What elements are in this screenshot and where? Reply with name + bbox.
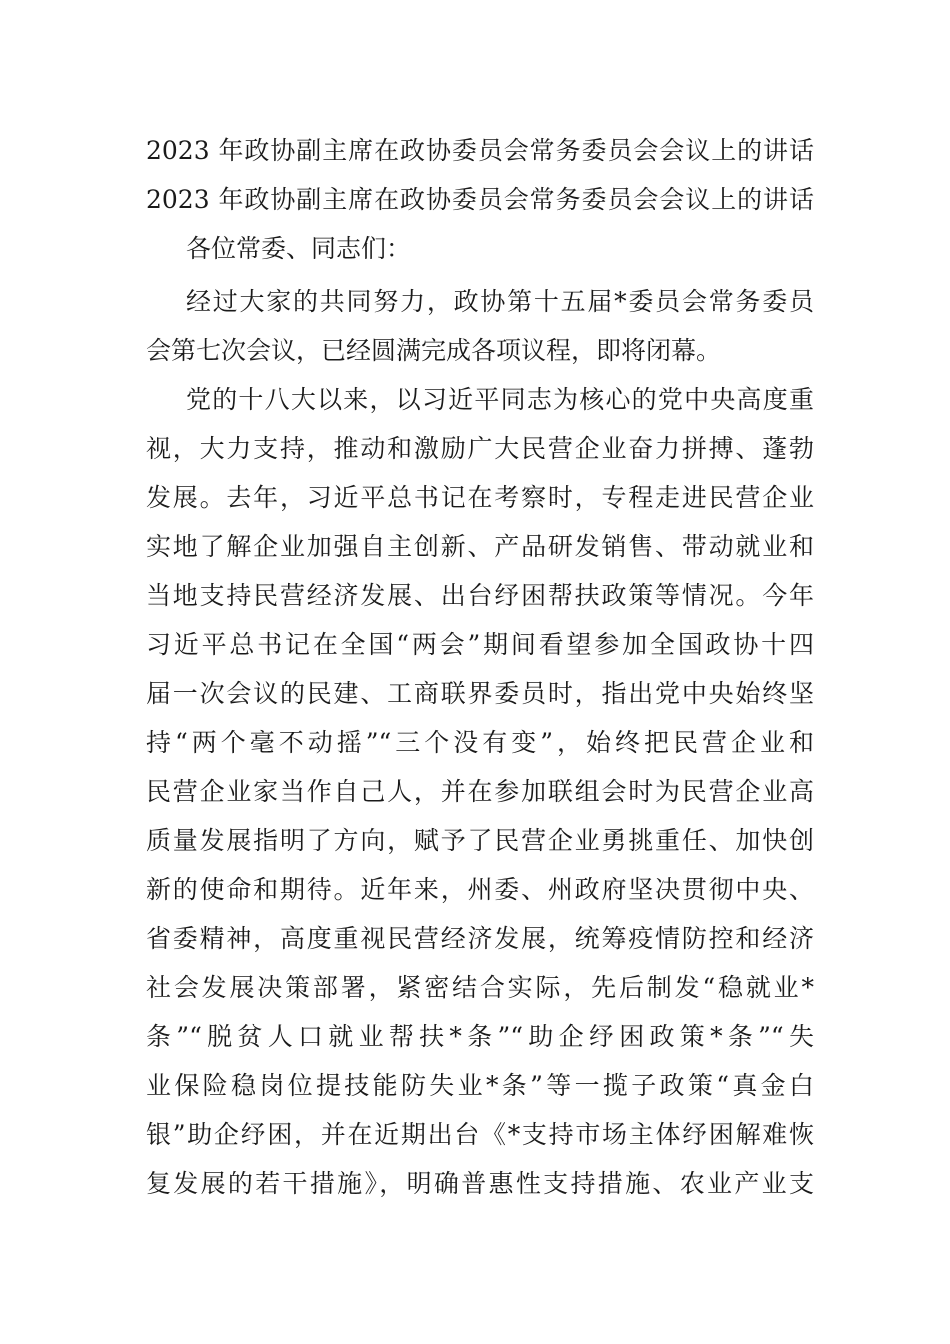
body-line: 发展。去年，习近平总书记在考察时，专程走进民营企业 — [146, 483, 814, 512]
body-line: 党的十八大以来，以习近平同志为核心的党中央高度重 — [186, 385, 814, 414]
salutation: 各位常委、同志们： — [186, 234, 412, 263]
body-line: 新的使命和期待。近年来，州委、州政府坚决贯彻中央、 — [146, 875, 814, 904]
body-line: 银”助企纾困，并在近期出台《*支持市场主体纾困解难恢 — [146, 1120, 814, 1149]
body-line: 质量发展指明了方向，赋予了民营企业勇挑重任、加快创 — [146, 826, 814, 855]
body-line: 持“两个毫不动摇”“三个没有变”，始终把民营企业和 — [146, 728, 814, 757]
body-line: 民营企业家当作自己人，并在参加联组会时为民营企业高 — [146, 777, 814, 806]
document-title-line-1: 2023 年政协副主席在政协委员会常务委员会会议上的讲话 — [146, 136, 814, 165]
body-line: 社会发展决策部署，紧密结合实际，先后制发“稳就业* — [146, 973, 814, 1002]
body-line: 当地支持民营经济发展、出台纾困帮扶政策等情况。今年 — [146, 581, 814, 610]
body-line: 业保险稳岗位提技能防失业*条”等一揽子政策“真金白 — [146, 1071, 814, 1100]
body-line: 会第七次会议，已经圆满完成各项议程，即将闭幕。 — [146, 336, 722, 365]
document-title-line-2: 2023 年政协副主席在政协委员会常务委员会会议上的讲话 — [146, 185, 814, 214]
body-line: 条”“脱贫人口就业帮扶*条”“助企纾困政策*条”“失 — [146, 1022, 814, 1051]
body-line: 省委精神，高度重视民营经济发展，统筹疫情防控和经济 — [146, 924, 814, 953]
body-line: 实地了解企业加强自主创新、产品研发销售、带动就业和 — [146, 532, 814, 561]
body-line: 复发展的若干措施》，明确普惠性支持措施、农业产业支 — [146, 1169, 814, 1198]
body-line: 视，大力支持，推动和激励广大民营企业奋力拼搏、蓬勃 — [146, 434, 814, 463]
body-line: 习近平总书记在全国“两会”期间看望参加全国政协十四 — [146, 630, 814, 659]
body-line: 经过大家的共同努力，政协第十五届*委员会常务委员 — [186, 287, 814, 316]
body-line: 届一次会议的民建、工商联界委员时，指出党中央始终坚 — [146, 679, 814, 708]
